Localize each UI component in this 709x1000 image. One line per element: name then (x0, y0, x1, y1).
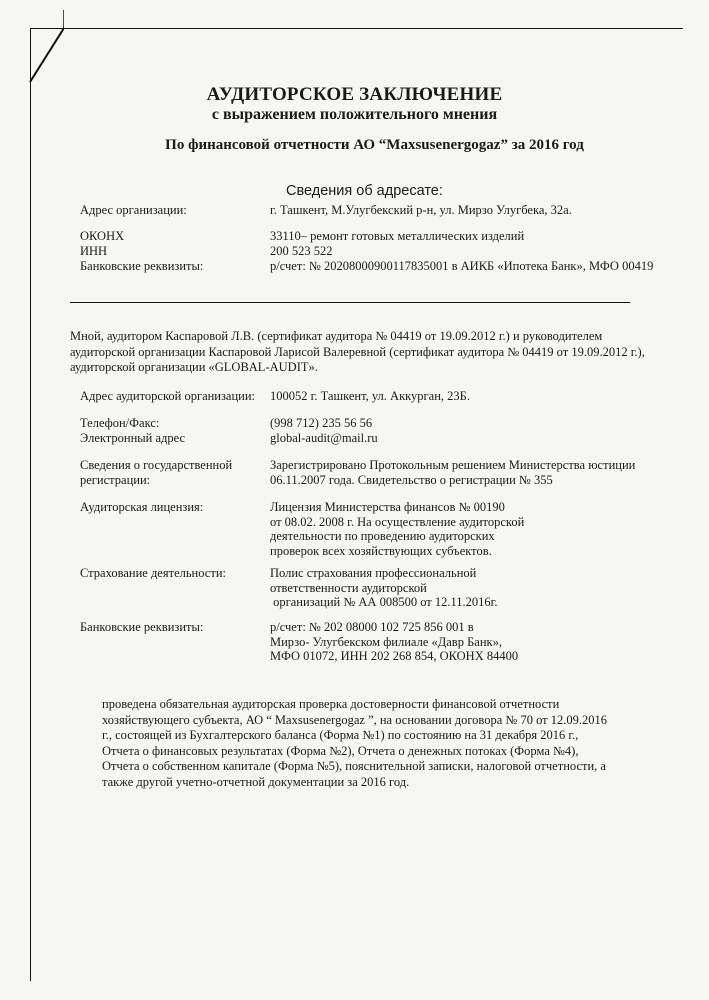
license-line: проверок всех хозяйствующих субъектов. (270, 543, 492, 558)
intro-paragraph (70, 329, 645, 376)
section-divider (70, 302, 630, 303)
auditor-phone-value: (998 712) 235 56 56 (270, 416, 373, 430)
intro-line: Мной, аудитором Каспаровой Л.В. (сертификат аудитора № 04419 от 19.09.2012 г.) и руководителем (70, 329, 603, 343)
addressee-okonh-label: ОКОНХ (80, 229, 125, 243)
intro-line: аудиторской организации Каспаровой Ларисой Валеревной (сертификат аудитора № 04419 от 19.09.2012 г.), (70, 344, 645, 359)
bank-line: Мирзо- Улугбекском филиале «Давр Банк», (270, 634, 502, 649)
auditor-email-label: Электронный адрес (80, 431, 186, 445)
auditor-license-label: Аудиторская лицензия: (80, 500, 204, 514)
auditor-registration-label (80, 458, 258, 487)
insurance-line: ответственности аудиторской (270, 580, 427, 595)
closing-line: также другой учетно-отчетной документации за 2016 год. (102, 774, 410, 789)
registration-line: Зарегистрировано Протокольным решением Министерства юстиции (270, 458, 636, 472)
document-scope: По финансовой отчетности АО “Maxsusenergogaz” за 2016 год (165, 137, 584, 153)
addressee-inn-value: 200 523 522 (270, 244, 333, 258)
auditor-license-value (270, 500, 524, 558)
closing-line: Отчета о финансовых результатах (Форма №2), Отчета о денежных потоках (Форма №4), (102, 743, 579, 758)
auditor-address-label: Адрес аудиторской организации: (80, 389, 256, 403)
addressee-section-title: Сведения об адресате: (286, 183, 443, 199)
auditor-registration-value (270, 458, 635, 487)
addressee-address-label: Адрес организации: (80, 203, 187, 217)
bank-line: р/счет: № 202 08000 102 725 856 001 в (270, 620, 474, 634)
insurance-line: организаций № АА 008500 от 12.11.2016г. (270, 595, 498, 609)
auditor-insurance-value (270, 566, 498, 610)
auditor-address-value: 100052 г. Ташкент, ул. Аккурган, 23Б. (270, 389, 470, 403)
insurance-line: Полис страхования профессиональной (270, 566, 477, 580)
scan-corner-mark (14, 10, 64, 82)
addressee-okonh-value: 33110– ремонт готовых металлических изделий (270, 229, 525, 243)
addressee-bank-label: Банковские реквизиты: (80, 259, 204, 273)
auditor-insurance-label: Страхование деятельности: (80, 566, 226, 580)
bank-line: МФО 01072, ИНН 202 268 854, ОКОНХ 84400 (270, 649, 519, 663)
auditor-bank-value (270, 620, 518, 664)
registration-label-line: Сведения о государственной (80, 458, 233, 472)
closing-line: г., состоящей из Бухгалтерского баланса (Форма №1) по состоянию на 31 декабря 2016 г., (102, 728, 579, 742)
addressee-address-value: г. Ташкент, М.Улугбекский р-н, ул. Мирзо Улугбека, 32а. (270, 203, 572, 217)
addressee-bank-value: р/счет: № 20208000900117835001 в АИКБ «Ипотека Банк», МФО 00419 (270, 259, 654, 273)
closing-line: проведена обязательная аудиторская проверка достоверности финансовой отчетности (102, 697, 560, 711)
auditor-bank-label: Банковские реквизиты: (80, 620, 204, 634)
closing-line: Отчета о собственном капитале (Форма №5), пояснительной записки, налоговой отчетности, а (102, 759, 606, 773)
auditor-phone-label: Телефон/Факс: (80, 416, 160, 430)
license-line: деятельности по проведению аудиторских (270, 529, 495, 543)
document-title: АУДИТОРСКОЕ ЗАКЛЮЧЕНИЕ (206, 84, 503, 105)
registration-line: 06.11.2007 года. Свидетельство о регистрации № 355 (270, 472, 553, 487)
document-subtitle: с выражением положительного мнения (211, 106, 498, 123)
auditor-email-value: global-audit@mail.ru (270, 431, 378, 445)
addressee-inn-label: ИНН (80, 244, 108, 258)
license-line: от 08.02. 2008 г. На осуществление аудиторской (270, 514, 525, 529)
intro-line: аудиторской организации «GLOBAL-AUDIT». (70, 360, 318, 374)
closing-line: хозяйствующего субъекта, АО “ Maxsusenergogaz ”, на основании договора № 70 от 12.09.2016 (102, 712, 608, 727)
license-line: Лицензия Министерства финансов № 00190 (270, 500, 505, 514)
closing-paragraph (102, 697, 607, 790)
registration-label-line: регистрации: (80, 472, 151, 487)
